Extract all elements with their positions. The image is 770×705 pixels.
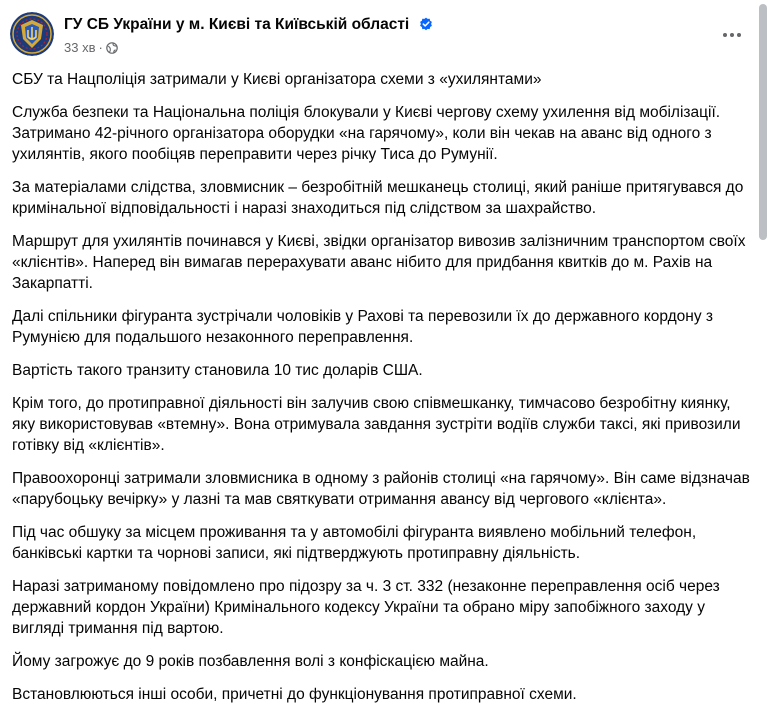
post-paragraph: Під час обшуку за місцем проживання та у автомобілі фігуранта виявлено мобільний телефон, банківські картки та чорнові записи, які підтверджують протиправну діяльність. xyxy=(12,524,697,562)
post-paragraph: Встановлюються інші особи, причетні до функціонування протиправної схеми. xyxy=(12,686,577,703)
sbu-emblem-icon xyxy=(10,12,54,56)
post-timestamp[interactable]: 33 хв xyxy=(64,40,96,55)
globe-icon xyxy=(106,42,118,54)
post-paragraph: Служба безпеки та Національна поліція блокували у Києві чергову схему ухилення від мобілізації. Затримано 42-річного організатора оборудки «на гарячому», коли він чекав на аванс від одного з ухилянтів, якого пообіцяв переправити через річку Тиса до Румунії. xyxy=(12,104,721,163)
page-name-text[interactable]: ГУ СБ України у м. Києві та Київській області xyxy=(64,16,410,33)
post-paragraph: Далі спільники фігуранта зустрічали чоловіків у Рахові та перевозили їх до державного кордону з Румунією для подальшого незаконного переправлення. xyxy=(12,308,713,346)
post-paragraph: Наразі затриманому повідомлено про підозру за ч. 3 ст. 332 (незаконне переправлення осіб через державний кордон України) Кримінального кодексу України та обрано міру запобіжного заходу у вигляді тримання під вартою. xyxy=(12,578,720,637)
more-options-icon xyxy=(723,33,727,37)
verified-badge-icon xyxy=(419,17,433,31)
meta-separator: · xyxy=(98,40,103,55)
post-paragraph: Крім того, до протиправної діяльності він залучив свою співмешканку, тимчасово безробітну киянку, яку використовував «втемну». Вона отримувала завдання зустріти водіїв служби таксі, які привозили готівку від «клієнтів». xyxy=(12,395,741,454)
more-options-button[interactable] xyxy=(717,20,747,50)
post-meta xyxy=(64,40,118,55)
more-options-icon xyxy=(730,33,734,37)
more-options-icon xyxy=(737,33,741,37)
post-body xyxy=(12,69,754,705)
page-name[interactable] xyxy=(64,16,433,34)
post-paragraph: За матеріалами слідства, зловмисник – безробітній мешканець столиці, який раніше притягувався до кримінальної відповідальності і наразі знаходиться під слідством за шахрайство. xyxy=(12,179,744,217)
page-avatar[interactable] xyxy=(10,12,54,56)
post-paragraph: Вартість такого транзиту становила 10 тис доларів США. xyxy=(12,362,423,379)
post-paragraph: Правоохоронці затримали зловмисника в одному з районів столиці «на гарячому». Він саме відзначав «парубоцьку вечірку» у лазні та мав святкувати отримання авансу від чергового «клієнта». xyxy=(12,470,750,508)
post-paragraph: Маршрут для ухилянтів починався у Києві, звідки організатор вивозив залізничним транспортом своїх «клієнтів». Наперед він вимагав перерахувати аванс нібито для придбання квитків до м. Рахів на Закарпатті. xyxy=(12,233,746,292)
post-header xyxy=(10,12,755,62)
post-headline: СБУ та Нацполіція затримали у Києві організатора схеми з «ухилянтами» xyxy=(12,71,542,88)
vertical-scrollbar[interactable] xyxy=(759,4,767,240)
post-paragraph: Йому загрожує до 9 років позбавлення волі з конфіскацією майна. xyxy=(12,653,489,670)
